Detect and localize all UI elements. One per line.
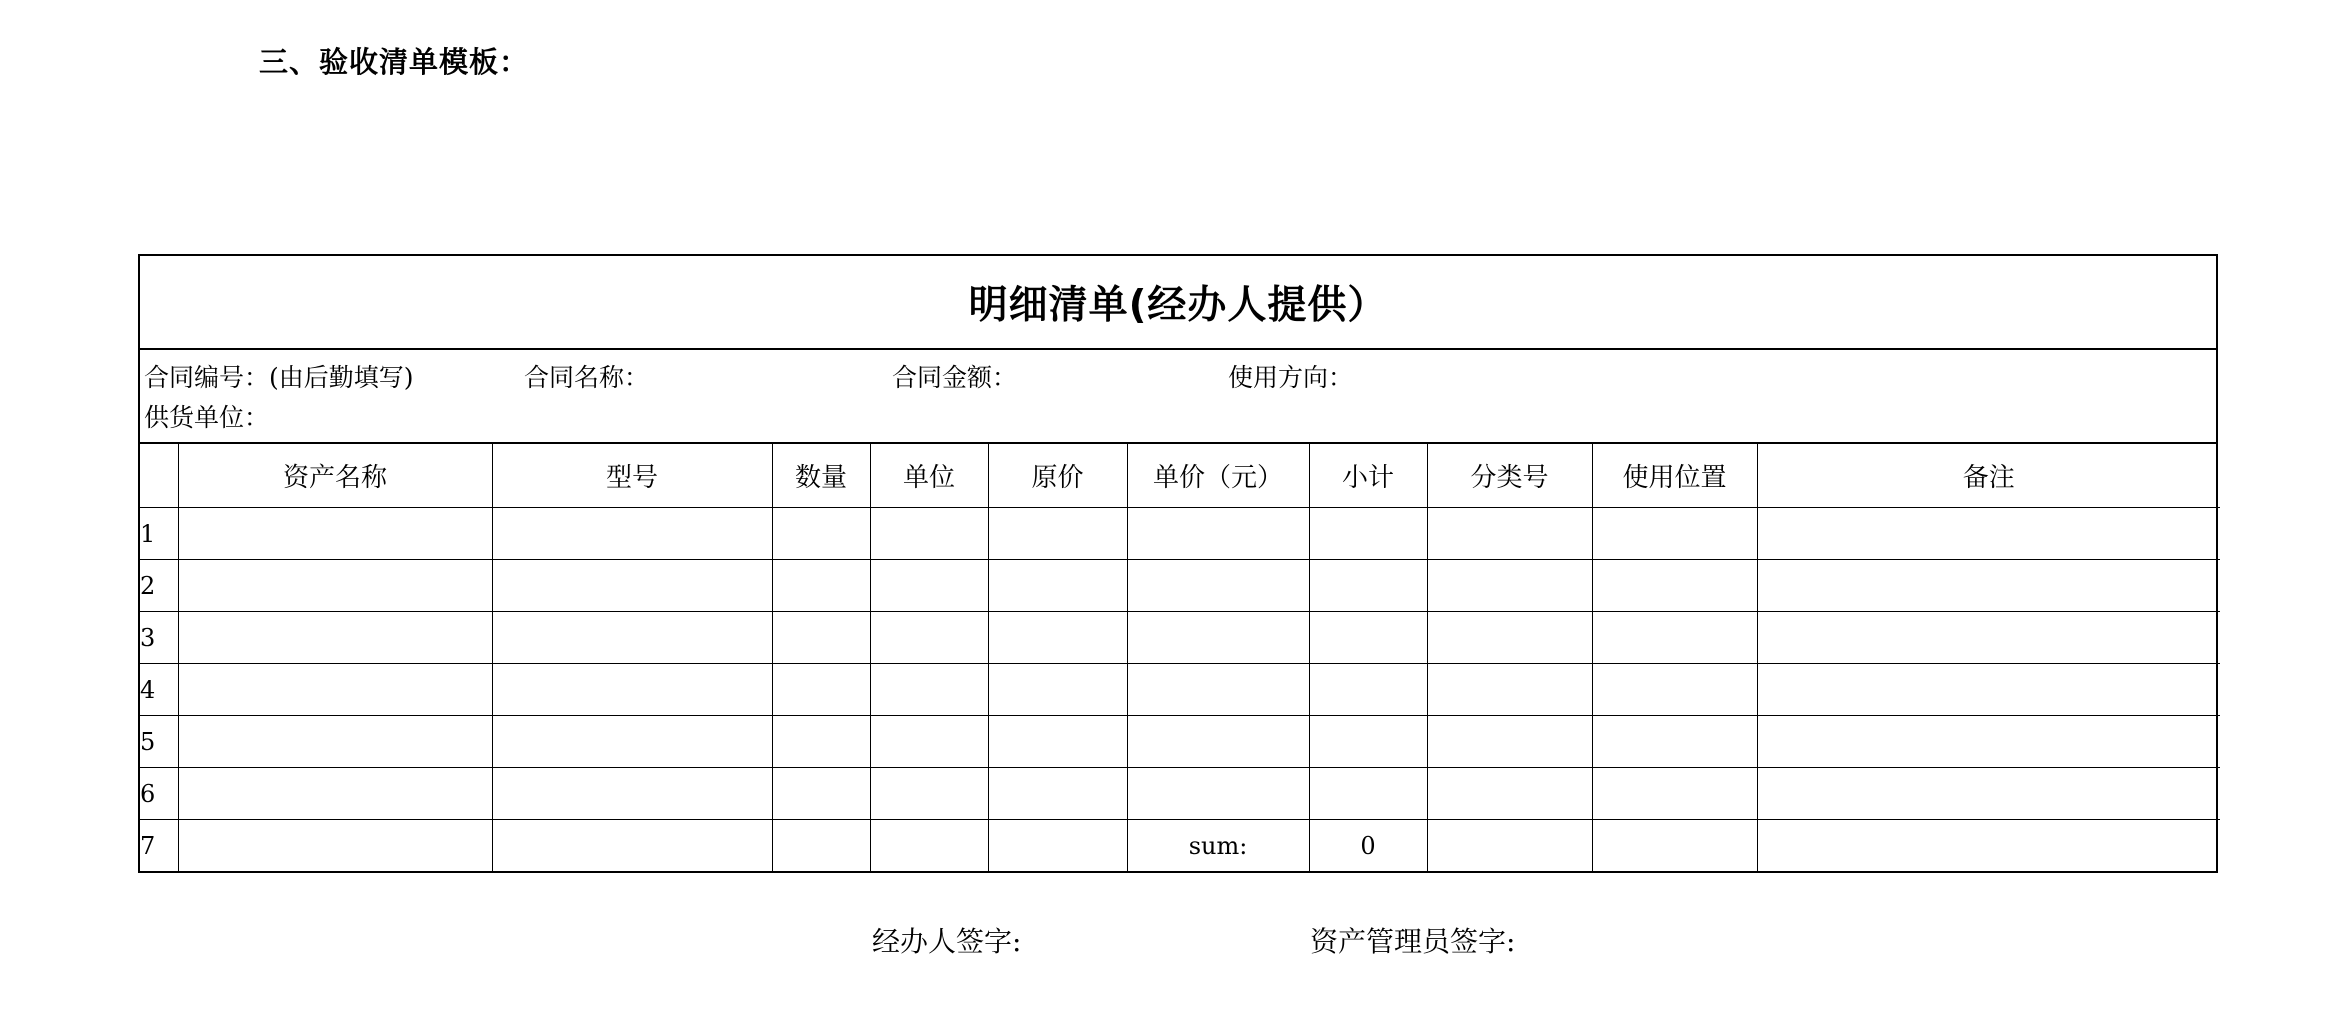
sum-value: 0 (1309, 820, 1427, 872)
column-header-unit-price: 单价（元） (1127, 444, 1309, 508)
original-price-cell[interactable] (988, 716, 1127, 768)
column-header-location: 使用位置 (1592, 444, 1757, 508)
asset-name-cell[interactable] (178, 716, 492, 768)
table-header-row (140, 444, 2220, 508)
location-cell[interactable] (1592, 560, 1757, 612)
column-header-quantity: 数量 (772, 444, 870, 508)
row-number: 4 (140, 664, 178, 716)
unit-cell[interactable] (870, 560, 988, 612)
category-no-cell[interactable] (1427, 820, 1592, 872)
location-cell[interactable] (1592, 820, 1757, 872)
model-cell[interactable] (492, 508, 772, 560)
column-header-original-price: 原价 (988, 444, 1127, 508)
quantity-cell[interactable] (772, 508, 870, 560)
remarks-cell[interactable] (1757, 768, 2220, 820)
original-price-cell[interactable] (988, 508, 1127, 560)
row-number: 7 (140, 820, 178, 872)
unit-cell[interactable] (870, 664, 988, 716)
table-row (140, 716, 2220, 768)
contract-name-label: 合同名称： (524, 363, 650, 392)
sum-label: sum: (1127, 820, 1309, 872)
original-price-cell[interactable] (988, 820, 1127, 872)
category-no-cell[interactable] (1427, 716, 1592, 768)
usage-direction-label: 使用方向： (1228, 363, 1354, 392)
category-no-cell[interactable] (1427, 612, 1592, 664)
contract-info (140, 350, 2216, 444)
asset-name-cell[interactable] (178, 508, 492, 560)
quantity-cell[interactable] (772, 612, 870, 664)
column-header-category-no: 分类号 (1427, 444, 1592, 508)
unit-cell[interactable] (870, 508, 988, 560)
subtotal-cell[interactable] (1309, 664, 1427, 716)
unit-cell[interactable] (870, 612, 988, 664)
remarks-cell[interactable] (1757, 716, 2220, 768)
table-row (140, 560, 2220, 612)
row-number: 1 (140, 508, 178, 560)
subtotal-cell[interactable] (1309, 508, 1427, 560)
original-price-cell[interactable] (988, 768, 1127, 820)
model-cell[interactable] (492, 664, 772, 716)
asset-name-cell[interactable] (178, 612, 492, 664)
quantity-cell[interactable] (772, 716, 870, 768)
remarks-cell[interactable] (1757, 508, 2220, 560)
row-number: 6 (140, 768, 178, 820)
asset-name-cell[interactable] (178, 560, 492, 612)
quantity-cell[interactable] (772, 664, 870, 716)
remarks-cell[interactable] (1757, 820, 2220, 872)
supplier-label: 供货单位： (144, 403, 270, 432)
table-row (140, 820, 2220, 872)
unit-price-cell[interactable] (1127, 612, 1309, 664)
quantity-cell[interactable] (772, 560, 870, 612)
column-header-model: 型号 (492, 444, 772, 508)
unit-price-cell[interactable] (1127, 560, 1309, 612)
remarks-cell[interactable] (1757, 560, 2220, 612)
original-price-cell[interactable] (988, 612, 1127, 664)
model-cell[interactable] (492, 820, 772, 872)
table-row (140, 508, 2220, 560)
asset-manager-signature-label: 资产管理员签字: (1310, 925, 1516, 958)
asset-name-cell[interactable] (178, 664, 492, 716)
unit-price-cell[interactable] (1127, 768, 1309, 820)
location-cell[interactable] (1592, 508, 1757, 560)
table-row (140, 768, 2220, 820)
subtotal-cell[interactable] (1309, 716, 1427, 768)
model-cell[interactable] (492, 716, 772, 768)
category-no-cell[interactable] (1427, 560, 1592, 612)
asset-name-cell[interactable] (178, 768, 492, 820)
location-cell[interactable] (1592, 664, 1757, 716)
column-header-subtotal: 小计 (1309, 444, 1427, 508)
section-heading: 三、验收清单模板： (259, 45, 530, 79)
quantity-cell[interactable] (772, 820, 870, 872)
remarks-cell[interactable] (1757, 664, 2220, 716)
contract-number-label: 合同编号：(由后勤填写) (144, 363, 414, 392)
location-cell[interactable] (1592, 716, 1757, 768)
unit-price-cell[interactable] (1127, 716, 1309, 768)
unit-price-cell[interactable] (1127, 508, 1309, 560)
asset-name-cell[interactable] (178, 820, 492, 872)
contract-amount-label: 合同金额： (892, 363, 1018, 392)
subtotal-cell[interactable] (1309, 560, 1427, 612)
row-number: 5 (140, 716, 178, 768)
table-row (140, 612, 2220, 664)
subtotal-cell[interactable] (1309, 612, 1427, 664)
form-title: 明细清单(经办人提供） (140, 256, 2216, 350)
category-no-cell[interactable] (1427, 508, 1592, 560)
column-header-index (140, 444, 178, 508)
subtotal-cell[interactable] (1309, 768, 1427, 820)
unit-cell[interactable] (870, 716, 988, 768)
table-row (140, 664, 2220, 716)
column-header-asset-name: 资产名称 (178, 444, 492, 508)
row-number: 3 (140, 612, 178, 664)
remarks-cell[interactable] (1757, 612, 2220, 664)
model-cell[interactable] (492, 768, 772, 820)
original-price-cell[interactable] (988, 560, 1127, 612)
unit-price-cell[interactable] (1127, 664, 1309, 716)
row-number: 2 (140, 560, 178, 612)
model-cell[interactable] (492, 560, 772, 612)
category-no-cell[interactable] (1427, 768, 1592, 820)
original-price-cell[interactable] (988, 664, 1127, 716)
unit-cell[interactable] (870, 768, 988, 820)
column-header-remarks: 备注 (1757, 444, 2220, 508)
model-cell[interactable] (492, 612, 772, 664)
items-table (140, 444, 2220, 871)
quantity-cell[interactable] (772, 768, 870, 820)
column-header-unit: 单位 (870, 444, 988, 508)
handler-signature-label: 经办人签字: (872, 925, 1022, 958)
location-cell[interactable] (1592, 768, 1757, 820)
category-no-cell[interactable] (1427, 664, 1592, 716)
location-cell[interactable] (1592, 612, 1757, 664)
unit-cell[interactable] (870, 820, 988, 872)
detail-list-form (138, 254, 2218, 873)
